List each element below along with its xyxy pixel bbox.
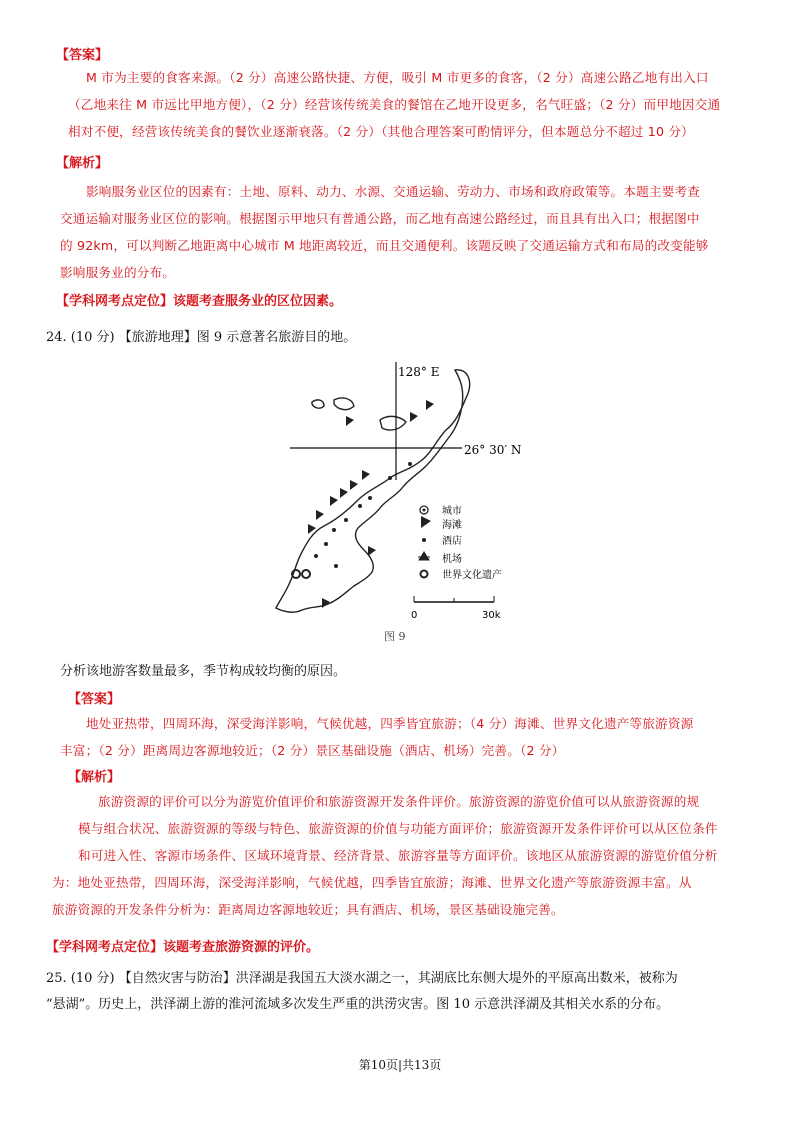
kaodian-line-2: 【学科网考点定位】该题考查旅游资源的评价。 — [46, 940, 320, 955]
q24-analysis-line-5: 旅游资源的开发条件分析为：距离周边客源地较近；具有酒店、机场，景区基础设施完善。 — [52, 902, 564, 917]
analysis-tag-2: 【解析】 — [68, 770, 121, 785]
legend-heritage: 世界文化遗产 — [442, 570, 502, 581]
q25-line-2: “悬湖”。历史上，洪泽湖上游的淮河流域多次发生严重的洪涝灾害。图 10 示意洪泽湖及其相关水系的分布。 — [46, 997, 670, 1012]
figure-9-map — [250, 360, 550, 625]
q24-analysis-line-2: 模与组合状况、旅游资源的等级与特色、旅游资源的价值与功能方面评价；旅游资源开发条件评价可以从区位条件 — [78, 821, 718, 836]
longitude-label: 128° E — [398, 365, 440, 379]
q24-analysis-line-1: 旅游资源的评价可以分为游览价值评价和旅游资源开发条件评价。旅游资源的游览价值可以从旅游资源的规 — [98, 794, 700, 809]
q23-analysis-line-3: 的 92km，可以判断乙地距离中心城市 M 地距离较近，而且交通便利。该题反映了交通运输方式和布局的改变能够 — [60, 238, 709, 253]
beach-symbols — [308, 400, 434, 608]
q23-analysis-line-2: 交通运输对服务业区位的影响。根据图示甲地只有普通公路，而乙地有高速公路经过，而且具有出入口；根据图中 — [60, 211, 700, 226]
q24-question: 分析该地游客数量最多，季节构成较均衡的原因。 — [60, 664, 347, 679]
legend-city: 城市 — [442, 506, 462, 517]
page-footer: 第10页|共13页 — [358, 1058, 442, 1072]
answer-tag-2: 【答案】 — [68, 692, 121, 707]
q24-answer — [60, 710, 770, 764]
q23-analysis-line-1: 影响服务业区位的因素有：土地、原料、动力、水源、交通运输、劳动力、市场和政府政策等。本题主要考查 — [86, 184, 701, 199]
q23-answer-line-2: （乙地来往 M 市远比甲地方便），（2 分）经营该传统美食的餐馆在乙地开设更多，名气旺盛；（2 分）而甲地因交通 — [68, 97, 721, 112]
beach-legend-icon — [421, 516, 431, 528]
scale-end: 30k — [482, 610, 501, 621]
q24-stem: 24. (10 分) 【旅游地理】图 9 示意著名旅游目的地。 — [46, 330, 357, 345]
legend-beach: 海滩 — [442, 520, 462, 531]
analysis-tag: 【解析】 — [56, 156, 109, 171]
q25-line-1: 25. (10 分) 【自然灾害与防治】洪泽湖是我国五大淡水湖之一，其湖底比东侧大堤外的平原高出数米，被称为 — [46, 971, 678, 986]
q23-answer-line-1: M 市为主要的食客来源。（2 分）高速公路快捷、方便，吸引 M 市更多的食客，（2 分）高速公路乙地有出入口 — [86, 70, 709, 85]
q24-analysis — [52, 788, 772, 923]
legend-hotel: 酒店 — [442, 536, 462, 547]
scale-start: 0 — [411, 610, 418, 621]
kaodian-line: 【学科网考点定位】该题考查服务业的区位因素。 — [56, 294, 343, 309]
q24-answer-line-2: 丰富；（2 分）距离周边客源地较近；（2 分）景区基础设施（酒店、机场）完善。（2 分） — [60, 743, 565, 758]
heritage-symbols — [292, 570, 310, 578]
q23-answer — [68, 64, 768, 145]
q23-analysis-line-4: 影响服务业的分布。 — [60, 265, 176, 280]
q23-answer-line-3: 相对不便，经营该传统美食的餐饮业逐渐衰落。（2 分）（其他合理答案可酌情评分，但本题总分不超过 10 分） — [68, 124, 694, 139]
figure-caption: 图 9 — [384, 630, 406, 643]
q23-analysis — [60, 178, 770, 286]
map-legend — [418, 504, 502, 581]
q24-analysis-line-3: 和可进入性、客源市场条件、区域环境背景、经济背景、旅游容量等方面评价。该地区从旅游资源的游览价值分析 — [78, 848, 718, 863]
scale-bar — [411, 596, 501, 621]
island-outline — [276, 370, 470, 612]
airport-legend-icon — [418, 552, 430, 560]
q24-answer-line-1: 地处亚热带，四周环海，深受海洋影响，气候优越，四季皆宜旅游；（4 分）海滩、世界文化遗产等旅游资源 — [86, 716, 694, 731]
answer-tag: 【答案】 — [56, 48, 109, 63]
legend-airport: 机场 — [442, 554, 462, 565]
heritage-legend-icon — [421, 571, 428, 578]
q25-stem — [46, 966, 678, 1018]
latitude-label: 26° 30′ N — [464, 443, 522, 457]
q24-analysis-line-4: 为：地处亚热带，四周环海，深受海洋影响，气候优越，四季皆宜旅游；海滩、世界文化遗产等旅游资源丰富。从 — [52, 875, 692, 890]
hotel-legend-icon — [422, 538, 426, 542]
